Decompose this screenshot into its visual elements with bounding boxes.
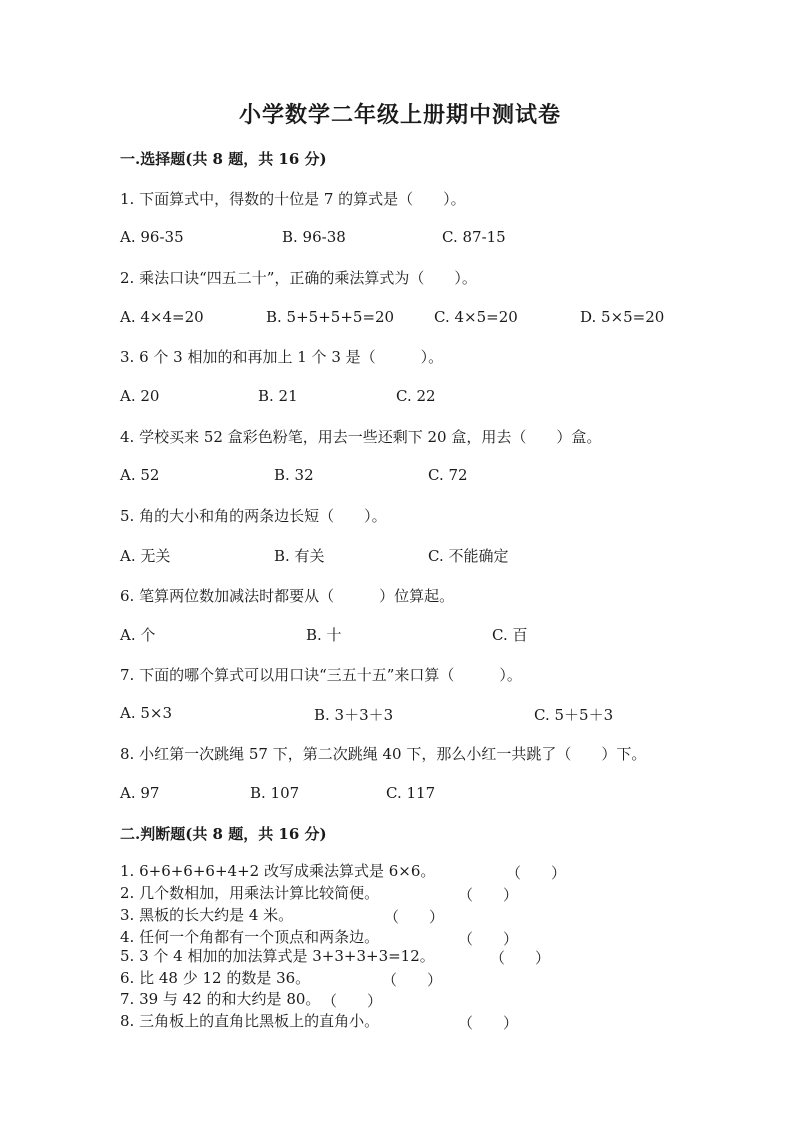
judgment-answer-4: （ ）: [458, 930, 519, 948]
q4-option-b: B. 32: [274, 466, 314, 484]
judgment-item-8: 8. 三角板上的直角比黑板上的直角小。: [120, 1012, 380, 1030]
judgment-item-5: 5. 3 个 4 相加的加法算式是 3+3+3+3=12。: [120, 947, 435, 965]
q1-option-a: A. 96-35: [120, 228, 184, 246]
q5-option-b: B. 有关: [274, 547, 325, 565]
question-7: 7. 下面的哪个算式可以用口诀“三五十五”来口算（ ）。: [120, 666, 522, 684]
q8-option-a: A. 97: [120, 784, 160, 802]
judgment-item-7: 7. 39 与 42 的和大约是 80。: [120, 990, 321, 1008]
question-1: 1. 下面算式中，得数的十位是 7 的算式是（ ）。: [120, 190, 466, 208]
judgment-item-4: 4. 任何一个角都有一个顶点和两条边。: [120, 928, 380, 946]
q2-option-b: B. 5+5+5+5=20: [266, 308, 395, 326]
judgment-answer-6: （ ）: [382, 971, 443, 989]
q2-option-d: D. 5×5=20: [580, 308, 665, 326]
section-heading-choice: 一.选择题(共 8 题，共 16 分): [120, 150, 327, 168]
judgment-answer-1: （ ）: [506, 864, 567, 882]
judgment-item-1: 1. 6+6+6+6+4+2 改写成乘法算式是 6×6。: [120, 862, 436, 880]
judgment-item-6: 6. 比 48 少 12 的数是 36。: [120, 969, 311, 987]
judgment-answer-7: （ ）: [322, 992, 383, 1010]
q1-option-c: C. 87-15: [442, 228, 506, 246]
question-4: 4. 学校买来 52 盒彩色粉笔，用去一些还剩下 20 盒，用去（ ）盒。: [120, 428, 602, 446]
question-2: 2. 乘法口诀“四五二十”，正确的乘法算式为（ ）。: [120, 269, 477, 287]
q4-option-a: A. 52: [120, 466, 160, 484]
q4-option-c: C. 72: [428, 466, 468, 484]
q3-option-b: B. 21: [258, 387, 298, 405]
question-8: 8. 小红第一次跳绳 57 下，第二次跳绳 40 下，那么小红一共跳了（ ）下。: [120, 745, 647, 763]
question-5: 5. 角的大小和角的两条边长短（ ）。: [120, 507, 387, 525]
q8-option-c: C. 117: [386, 784, 436, 802]
question-3: 3. 6 个 3 相加的和再加上 1 个 3 是（ ）。: [120, 348, 444, 366]
question-6: 6. 笔算两位数加减法时都要从（ ）位算起。: [120, 587, 455, 605]
q2-option-a: A. 4×4=20: [120, 308, 204, 326]
q5-option-c: C. 不能确定: [428, 547, 509, 565]
judgment-answer-8: （ ）: [458, 1014, 519, 1032]
judgment-item-2: 2. 几个数相加，用乘法计算比较简便。: [120, 884, 380, 902]
q1-option-b: B. 96-38: [282, 228, 346, 246]
q6-option-b: B. 十: [306, 626, 342, 644]
judgment-answer-2: （ ）: [458, 886, 519, 904]
judgment-answer-5: （ ）: [490, 949, 551, 967]
q7-option-b: B. 3＋3＋3: [314, 706, 394, 724]
q8-option-b: B. 107: [250, 784, 300, 802]
judgment-item-3: 3. 黑板的长大约是 4 米。: [120, 906, 294, 924]
q5-option-a: A. 无关: [120, 547, 171, 565]
q3-option-c: C. 22: [396, 387, 436, 405]
section-heading-judgment: 二.判断题(共 8 题，共 16 分): [120, 825, 327, 843]
q7-option-a: A. 5×3: [120, 704, 173, 722]
q2-option-c: C. 4×5=20: [434, 308, 518, 326]
page-title: 小学数学二年级上册期中测试卷: [238, 102, 561, 128]
q6-option-a: A. 个: [120, 626, 156, 644]
judgment-answer-3: （ ）: [384, 908, 445, 926]
q7-option-c: C. 5＋5＋3: [534, 706, 614, 724]
q6-option-c: C. 百: [492, 626, 528, 644]
q3-option-a: A. 20: [120, 387, 160, 405]
